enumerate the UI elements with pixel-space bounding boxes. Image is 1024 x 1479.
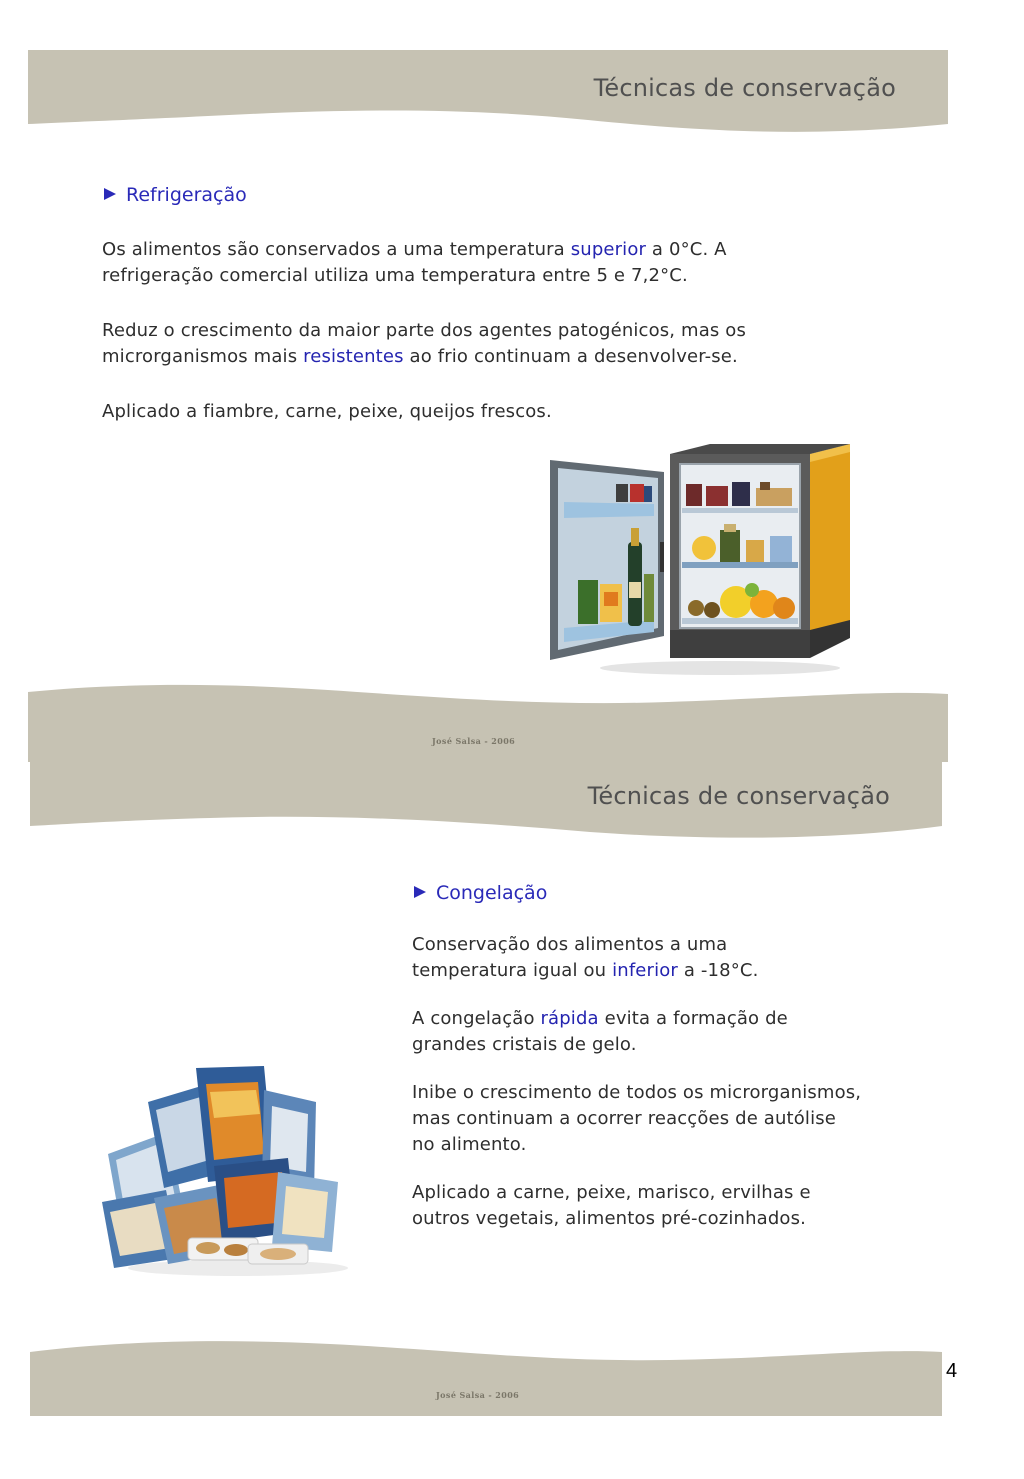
paragraph: Aplicado a fiambre, carne, peixe, queijos frescos. (102, 401, 552, 422)
footer-band (28, 676, 948, 762)
header-title: Técnicas de conservação (587, 782, 890, 810)
section-heading (104, 184, 247, 206)
footer-credit: José Salsa - 2006 (436, 1390, 520, 1400)
paragraph: Aplicado a carne, peixe, marisco, ervilhas e outros vegetais, alimentos pré-cozinhados. (412, 1182, 811, 1229)
header-title: Técnicas de conservação (593, 74, 896, 102)
paragraph: Reduz o crescimento da maior parte dos agentes patogénicos, mas os microrganismos mais resistentes ao frio continuam a desenvolver-se. (102, 320, 746, 367)
slide-refrigeracao (28, 50, 948, 762)
footer-credit: José Salsa - 2006 (432, 736, 516, 746)
highlight-word: rápida (540, 1008, 599, 1029)
section-heading (414, 882, 547, 904)
play-arrow-icon (414, 886, 426, 898)
footer-band (30, 1332, 942, 1416)
paragraph: Conservação dos alimentos a uma temperatura igual ou inferior a -18°C. (412, 934, 759, 981)
paragraph: Os alimentos são conservados a uma temperatura superior a 0°C. A refrigeração comercial utiliza uma temperatura entre 5 e 7,2°C. (102, 239, 727, 286)
play-arrow-icon (104, 188, 116, 200)
paragraph: A congelação rápida evita a formação de grandes cristais de gelo. (412, 1008, 788, 1055)
highlight-word: resistentes (303, 346, 404, 367)
section-title: Refrigeração (126, 184, 247, 206)
section-title: Congelação (436, 882, 548, 904)
slide-congelacao (30, 762, 942, 1416)
highlight-word: superior (570, 239, 647, 260)
paragraph: Inibe o crescimento de todos os microrganismos, mas continuam a ocorrer reacções de autólise no alimento. (412, 1082, 862, 1155)
refrigerator-image (520, 432, 860, 678)
frozen-food-image (88, 1062, 362, 1282)
highlight-word: inferior (612, 960, 678, 981)
page-number: 4 (946, 1360, 958, 1382)
